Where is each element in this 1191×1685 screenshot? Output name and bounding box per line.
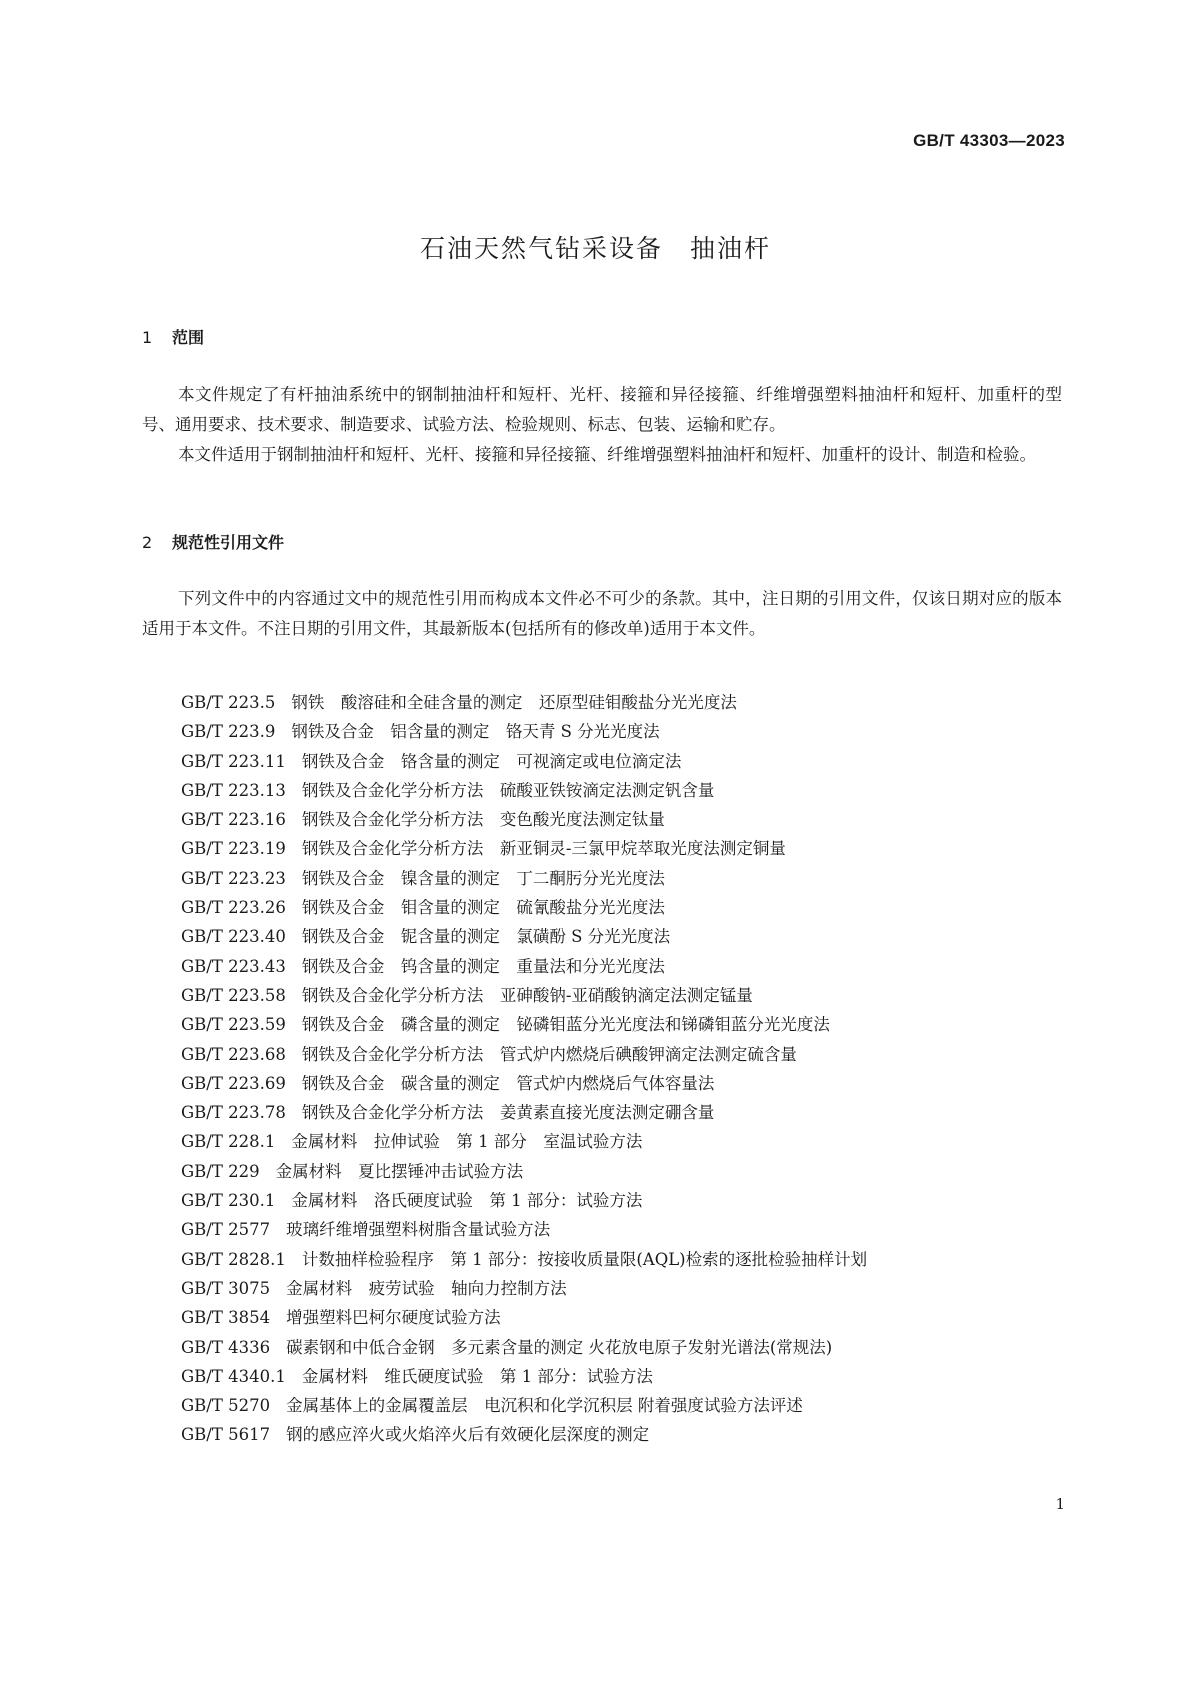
reference-code: GB/T 223.59 bbox=[181, 1015, 286, 1035]
reference-item bbox=[181, 834, 1061, 863]
reference-title: 钢铁及合金 磷含量的测定 铋磷钼蓝分光光度法和锑磷钼蓝分光光度法 bbox=[301, 1015, 830, 1035]
reference-title: 钢铁及合金化学分析方法 硫酸亚铁铵滴定法测定钒含量 bbox=[301, 780, 715, 800]
reference-item bbox=[181, 1127, 1061, 1156]
reference-title: 金属材料 夏比摆锤冲击试验方法 bbox=[275, 1161, 524, 1181]
reference-item bbox=[181, 805, 1061, 834]
reference-title: 计数抽样检验程序 第 1 部分：按接收质量限(AQL)检索的逐批检验抽样计划 bbox=[301, 1249, 868, 1269]
reference-code: GB/T 223.78 bbox=[181, 1103, 286, 1123]
reference-code: GB/T 223.68 bbox=[181, 1044, 286, 1064]
reference-code: GB/T 4336 bbox=[181, 1337, 271, 1357]
reference-item bbox=[181, 1362, 1061, 1391]
reference-item bbox=[181, 922, 1061, 951]
reference-code: GB/T 223.19 bbox=[181, 839, 286, 859]
reference-item bbox=[181, 688, 1061, 717]
reference-item bbox=[181, 1069, 1061, 1098]
reference-code: GB/T 223.5 bbox=[181, 693, 276, 712]
reference-title: 增强塑料巴柯尔硬度试验方法 bbox=[286, 1308, 501, 1328]
reference-code: GB/T 223.23 bbox=[181, 868, 286, 888]
reference-title: 金属材料 疲劳试验 轴向力控制方法 bbox=[286, 1278, 567, 1298]
reference-title: 钢铁及合金化学分析方法 新亚铜灵-三氯甲烷萃取光度法测定铜量 bbox=[301, 839, 786, 859]
section-number: 1 bbox=[142, 328, 153, 347]
reference-title: 钢铁及合金化学分析方法 亚砷酸钠-亚硝酸钠滴定法测定锰量 bbox=[301, 985, 753, 1005]
reference-item bbox=[181, 1157, 1061, 1186]
reference-item bbox=[181, 981, 1061, 1010]
reference-item bbox=[181, 1098, 1061, 1127]
reference-title: 钢铁及合金 铌含量的测定 氯磺酚 S 分光光度法 bbox=[301, 927, 671, 947]
reference-item bbox=[181, 1245, 1061, 1274]
reference-title: 钢铁及合金 钼含量的测定 硫氰酸盐分光光度法 bbox=[301, 898, 665, 918]
reference-title: 碳素钢和中低合金钢 多元素含量的测定 火花放电原子发射光谱法(常规法) bbox=[286, 1337, 833, 1357]
reference-code: GB/T 228.1 bbox=[181, 1132, 276, 1152]
reference-code: GB/T 229 bbox=[181, 1161, 260, 1181]
reference-code: GB/T 223.69 bbox=[181, 1073, 286, 1093]
reference-title: 金属材料 洛氏硬度试验 第 1 部分：试验方法 bbox=[291, 1191, 643, 1211]
reference-item bbox=[181, 1303, 1061, 1332]
reference-code: GB/T 223.26 bbox=[181, 898, 286, 918]
reference-code: GB/T 3075 bbox=[181, 1278, 271, 1298]
reference-item bbox=[181, 1391, 1061, 1420]
references-intro-paragraph: 下列文件中的内容通过文中的规范性引用而构成本文件必不可少的条款。其中，注日期的引用文件，仅该日期对应的版本适用于本文件。不注日期的引用文件，其最新版本(包括所有的修改单)适用于本文件。 bbox=[142, 589, 1062, 638]
reference-title: 钢铁及合金 铬含量的测定 可视滴定或电位滴定法 bbox=[301, 751, 682, 771]
reference-code: GB/T 223.16 bbox=[181, 810, 286, 830]
reference-title: 金属基体上的金属覆盖层 电沉积和化学沉积层 附着强度试验方法评述 bbox=[286, 1396, 803, 1416]
reference-item bbox=[181, 747, 1061, 776]
reference-code: GB/T 5617 bbox=[181, 1425, 271, 1445]
reference-item bbox=[181, 1010, 1061, 1039]
section-title: 范围 bbox=[172, 328, 205, 347]
reference-item bbox=[181, 1274, 1061, 1303]
page-number: 1 bbox=[1055, 1495, 1065, 1513]
reference-item bbox=[181, 864, 1061, 893]
reference-title: 钢的感应淬火或火焰淬火后有效硬化层深度的测定 bbox=[286, 1425, 650, 1445]
document-title: 石油天然气钻采设备 抽油杆 bbox=[419, 234, 771, 263]
reference-item bbox=[181, 1333, 1061, 1362]
reference-title: 钢铁及合金 镍含量的测定 丁二酮肟分光光度法 bbox=[301, 868, 665, 888]
reference-title: 钢铁及合金化学分析方法 姜黄素直接光度法测定硼含量 bbox=[301, 1103, 715, 1123]
reference-code: GB/T 223.58 bbox=[181, 985, 286, 1005]
reference-code: GB/T 223.11 bbox=[181, 751, 286, 771]
reference-title: 金属材料 维氏硬度试验 第 1 部分：试验方法 bbox=[301, 1366, 653, 1386]
reference-title: 钢铁 酸溶硅和全硅含量的测定 还原型硅钼酸盐分光光度法 bbox=[291, 693, 737, 712]
reference-item bbox=[181, 1040, 1061, 1069]
reference-title: 金属材料 拉伸试验 第 1 部分 室温试验方法 bbox=[291, 1132, 643, 1152]
reference-code: GB/T 230.1 bbox=[181, 1191, 276, 1211]
section-heading-scope bbox=[142, 325, 204, 348]
reference-code: GB/T 223.9 bbox=[181, 722, 276, 742]
reference-code: GB/T 223.40 bbox=[181, 927, 286, 947]
section-title: 规范性引用文件 bbox=[172, 533, 285, 552]
reference-code: GB/T 2577 bbox=[181, 1220, 271, 1240]
reference-item bbox=[181, 893, 1061, 922]
reference-item bbox=[181, 776, 1061, 805]
reference-item bbox=[181, 717, 1061, 746]
reference-title: 玻璃纤维增强塑料树脂含量试验方法 bbox=[286, 1220, 551, 1240]
reference-title: 钢铁及合金化学分析方法 管式炉内燃烧后碘酸钾滴定法测定硫含量 bbox=[301, 1044, 797, 1064]
reference-item bbox=[181, 1186, 1061, 1215]
scope-paragraph-1: 本文件规定了有杆抽油系统中的钢制抽油杆和短杆、光杆、接箍和异径接箍、纤维增强塑料抽油杆和短杆、加重杆的型号、通用要求、技术要求、制造要求、试验方法、检验规则、标志、包装、运输和贮存。 bbox=[142, 385, 1062, 434]
reference-item bbox=[181, 1215, 1061, 1244]
section-heading-normative-references bbox=[142, 530, 284, 553]
reference-code: GB/T 223.43 bbox=[181, 956, 286, 976]
reference-code: GB/T 5270 bbox=[181, 1396, 271, 1416]
scope-paragraph-2: 本文件适用于钢制抽油杆和短杆、光杆、接箍和异径接箍、纤维增强塑料抽油杆和短杆、加重杆的设计、制造和检验。 bbox=[178, 445, 1036, 464]
reference-code: GB/T 3854 bbox=[181, 1308, 271, 1328]
standard-code: GB/T 43303—2023 bbox=[913, 131, 1065, 150]
reference-item bbox=[181, 952, 1061, 981]
reference-title: 钢铁及合金化学分析方法 变色酸光度法测定钛量 bbox=[301, 810, 665, 830]
reference-title: 钢铁及合金 钨含量的测定 重量法和分光光度法 bbox=[301, 956, 665, 976]
reference-title: 钢铁及合金 碳含量的测定 管式炉内燃烧后气体容量法 bbox=[301, 1073, 715, 1093]
reference-title: 钢铁及合金 铝含量的测定 铬天青 S 分光光度法 bbox=[291, 722, 660, 742]
reference-list bbox=[181, 688, 1061, 1450]
section-number: 2 bbox=[142, 533, 153, 552]
reference-code: GB/T 2828.1 bbox=[181, 1249, 286, 1269]
reference-item bbox=[181, 1420, 1061, 1449]
reference-code: GB/T 4340.1 bbox=[181, 1366, 286, 1386]
reference-code: GB/T 223.13 bbox=[181, 780, 286, 800]
